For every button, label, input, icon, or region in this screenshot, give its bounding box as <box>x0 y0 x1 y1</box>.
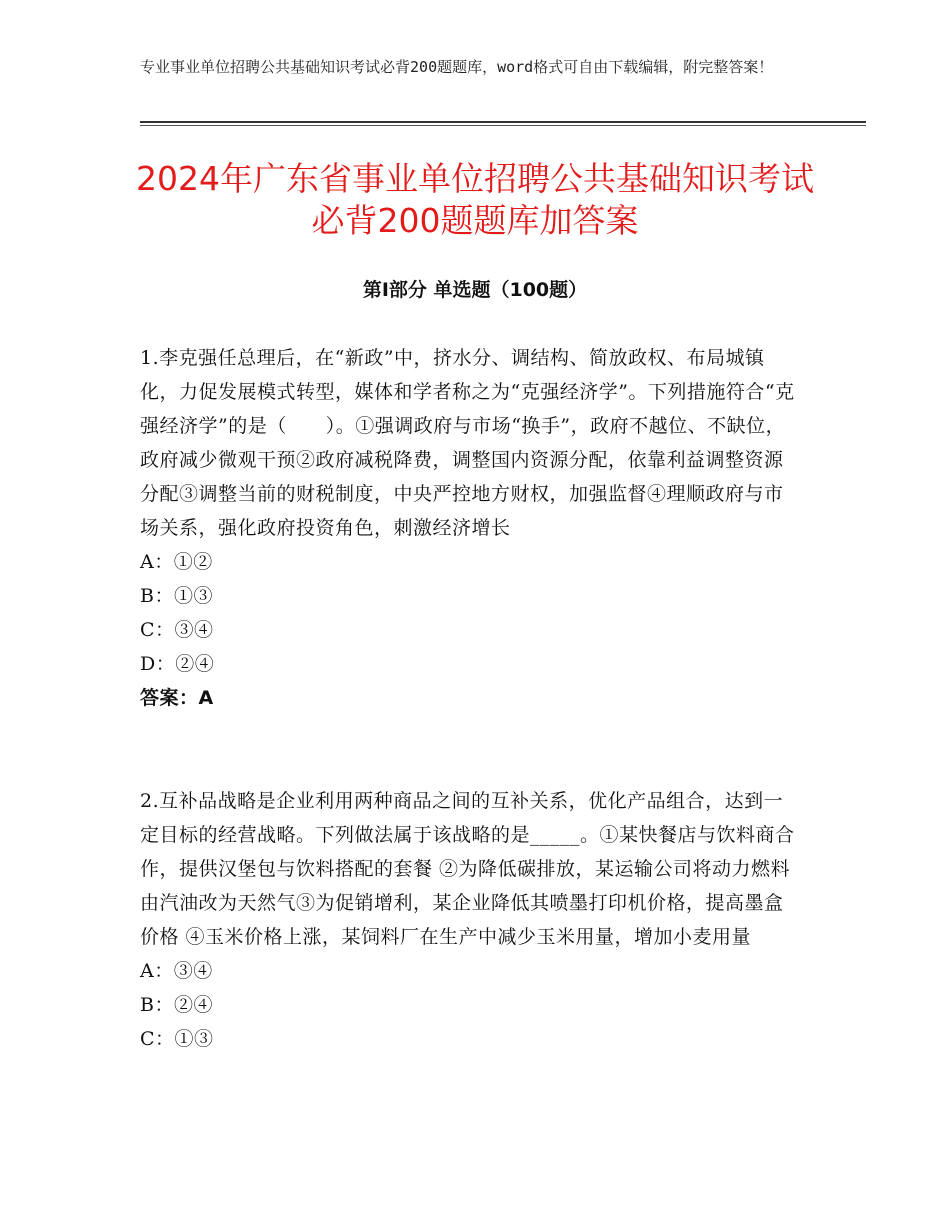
option-a: A：③④ <box>140 960 213 982</box>
option-a: A：①② <box>140 551 213 573</box>
question-2 <box>140 784 800 1056</box>
option-b: B：②④ <box>140 994 213 1016</box>
document-title: 2024年广东省事业单位招聘公共基础知识考试必背200题题库加答案 <box>136 159 814 240</box>
header-note: 专业事业单位招聘公共基础知识考试必背200题题库，word格式可自由下载编辑，附完整答案！ <box>140 58 774 76</box>
question-1 <box>140 341 800 715</box>
option-c: C：③④ <box>140 619 214 641</box>
header-divider-thin <box>140 125 866 126</box>
option-b: B：①③ <box>140 585 213 607</box>
option-c: C：①③ <box>140 1028 214 1050</box>
question-stem: 2.互补品战略是企业利用两种商品之间的互补关系，优化产品组合，达到一定目标的经营战略。下列做法属于该战略的是_____。①某快餐店与饮料商合作，提供汉堡包与饮料搭配的套餐 ②为降低碳排放，某运输公司将动力燃料由汽油改为天然气③为促销增利，某企业降低其喷墨打印机价格，提高墨盒价格 ④玉米价格上涨，某饲料厂在生产中减少玉米用量，增加小麦用量 <box>140 790 795 948</box>
option-d: D：②④ <box>140 653 215 675</box>
answer: 答案：A <box>140 687 214 709</box>
section-heading: 第Ⅰ部分 单选题（100题） <box>362 279 588 301</box>
question-stem: 1.李克强任总理后，在“新政”中，挤水分、调结构、简放政权、布局城镇化，力促发展模式转型，媒体和学者称之为“克强经济学”。下列措施符合“克强经济学”的是（ ）。①强调政府与市场“换手”，政府不越位、不缺位，政府减少微观干预②政府减税降费，调整国内资源分配，依靠利益调整资源分配③调整当前的财税制度，中央严控地方财权，加强监督④理顺政府与市场关系，强化政府投资角色，刺激经济增长 <box>140 347 795 539</box>
header-divider-thick <box>140 121 866 123</box>
